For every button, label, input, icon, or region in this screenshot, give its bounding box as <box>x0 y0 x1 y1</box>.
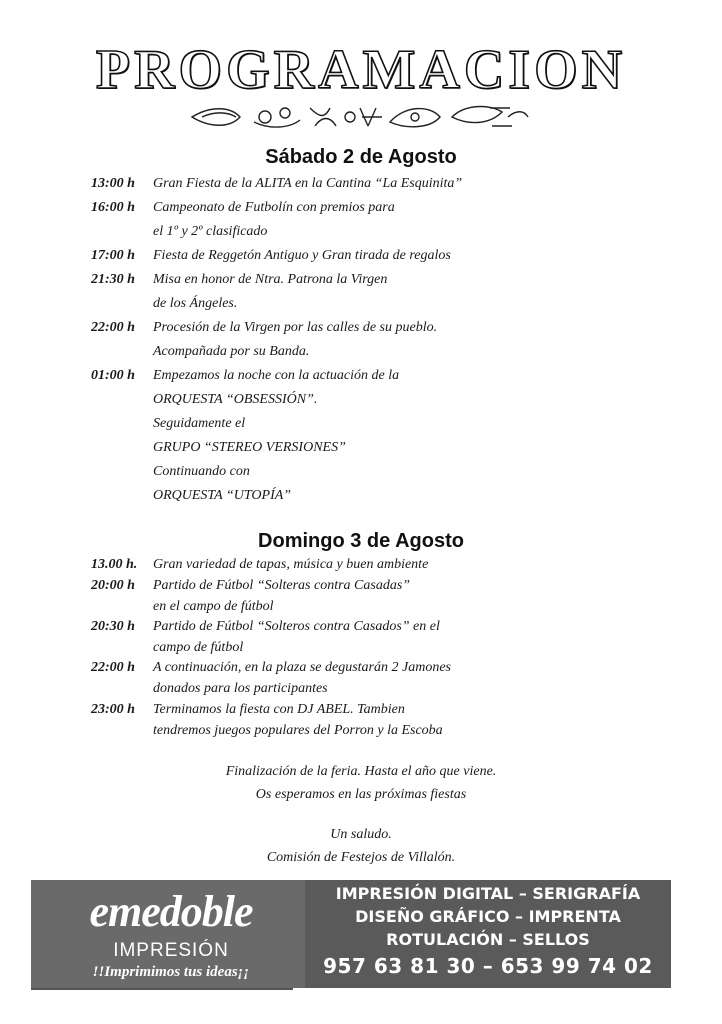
event-text: Campeonato de Futbolín con premios para <box>153 200 395 215</box>
event-time: 21:30 h <box>91 272 135 287</box>
event-text: Continuando con <box>153 464 250 479</box>
event-text: de los Ángeles. <box>153 296 238 311</box>
event-time: 20:30 h <box>91 619 135 634</box>
closing-line: Os esperamos en las próximas fiestas <box>255 787 467 802</box>
event-text: A continuación, en la plaza se degustarán 2 Jamones <box>153 660 451 675</box>
event-text: Gran variedad de tapas, música y buen ambiente <box>153 557 429 572</box>
event-time: 22:00 h <box>91 660 135 675</box>
event-row <box>91 172 631 196</box>
event-text: ORQUESTA “OBSESSIÓN”. <box>153 392 318 407</box>
event-text: Partido de Fútbol “Solteros contra Casados” en el <box>153 619 440 634</box>
closing-signature: Comisión de Festejos de Villalón. <box>266 850 456 865</box>
event-time: 13.00 h. <box>91 557 138 572</box>
event-text: Terminamos la fiesta con DJ ABEL. Tambien <box>153 702 405 717</box>
ad-service-line: IMPRESIÓN DIGITAL – SERIGRAFÍA <box>335 884 641 903</box>
event-text: Empezamos la noche con la actuación de la <box>153 368 400 383</box>
event-time: 01:00 h <box>91 368 135 383</box>
event-time: 13:00 h <box>91 176 135 191</box>
event-text: Partido de Fútbol “Solteras contra Casadas” <box>153 578 411 593</box>
event-row <box>91 364 631 508</box>
ad-underline <box>31 988 293 990</box>
event-text: en el campo de fútbol <box>153 598 274 614</box>
ornament-divider-icon <box>190 100 530 134</box>
ad-service-line: ROTULACIÓN – SELLOS <box>386 930 590 949</box>
ad-logo-panel <box>31 880 305 988</box>
event-text: GRUPO “STEREO VERSIONES” <box>153 440 346 455</box>
event-text: donados para los participantes <box>153 680 328 696</box>
ad-phone-numbers: 957 63 81 30 – 653 99 74 02 <box>323 954 653 978</box>
event-text: Procesión de la Virgen por las calles de su pueblo. <box>153 320 438 335</box>
ad-logo: emedoble <box>89 887 253 936</box>
ad-logo-subtitle: IMPRESIÓN <box>113 940 229 961</box>
ad-banner <box>31 880 671 988</box>
event-text: Seguidamente el <box>153 416 246 431</box>
event-text: Gran Fiesta de la ALITA en la Cantina “La Esquinita” <box>153 176 463 191</box>
event-row <box>91 617 631 658</box>
closing-line: Finalización de la feria. Hasta el año que viene. <box>225 764 497 779</box>
event-time: 23:00 h <box>91 702 135 717</box>
event-text: Acompañada por su Banda. <box>153 344 310 359</box>
event-text: el 1º y 2º clasificado <box>153 224 268 239</box>
event-row <box>91 658 631 699</box>
event-time: 22:00 h <box>91 320 135 335</box>
page-title: PROGRAMACION <box>95 39 627 101</box>
event-text: tendremos juegos populares del Porron y la Escoba <box>153 722 443 738</box>
event-row <box>91 316 631 364</box>
event-time: 16:00 h <box>91 200 135 215</box>
ad-tagline: !!Imprimimos tus ideas¡¡ <box>92 964 250 980</box>
event-text: Fiesta de Reggetón Antiguo y Gran tirada de regalos <box>153 248 451 263</box>
day2-heading: Domingo 3 de Agosto <box>258 530 464 552</box>
event-row <box>91 555 631 576</box>
event-row <box>91 196 631 244</box>
event-row <box>91 268 631 316</box>
ad-service-line: DISEÑO GRÁFICO – IMPRENTA <box>355 907 621 926</box>
event-text: ORQUESTA “UTOPÍA” <box>153 488 292 503</box>
day1-heading: Sábado 2 de Agosto <box>265 146 457 168</box>
ad-services <box>305 880 671 988</box>
event-time: 17:00 h <box>91 248 135 263</box>
event-row <box>91 576 631 617</box>
event-text: campo de fútbol <box>153 639 244 655</box>
event-row <box>91 700 631 741</box>
event-text: Misa en honor de Ntra. Patrona la Virgen <box>153 272 388 287</box>
event-row <box>91 244 631 268</box>
closing-greeting: Un saludo. <box>330 827 392 842</box>
event-time: 20:00 h <box>91 578 135 593</box>
